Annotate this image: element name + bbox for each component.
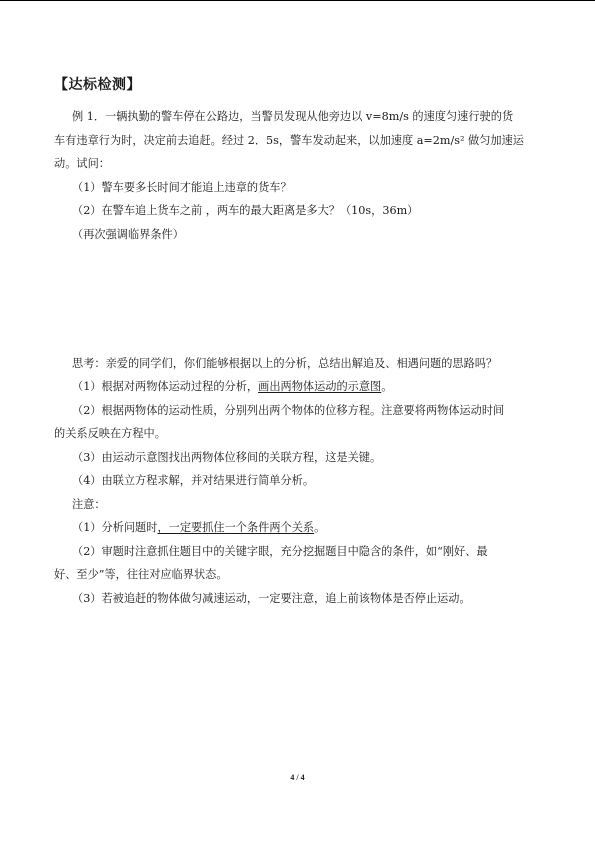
step-2-line-1: （2）根据两物体的运动性质，分别列出两个物体的位移方程。注意要将两物体运动时间 bbox=[72, 404, 505, 417]
step-1-suffix: 。 bbox=[381, 380, 393, 393]
question-1: （1）警车要多长时间才能追上违章的货车？ bbox=[72, 181, 292, 194]
note-1-suffix: 。 bbox=[314, 521, 326, 534]
section-heading: 【达标检测】 bbox=[54, 77, 141, 93]
step-1 bbox=[72, 380, 392, 394]
thinking-intro: 思考：亲爱的同学们，你们能够根据以上的分析，总结出解追及、相遇问题的思路吗？ bbox=[72, 357, 498, 370]
page-number: 4 / 4 bbox=[290, 773, 305, 782]
step-4: （4）由联立方程求解，并对结果进行简单分析。 bbox=[72, 474, 315, 487]
example-line-1: 例 1．一辆执勤的警车停在公路边，当警员发现从他旁边以 v=8m/s 的速度匀速行驶的货 bbox=[72, 110, 514, 123]
example-note: （再次强调临界条件） bbox=[72, 228, 184, 241]
note-1-prefix: （1）分析问题时 bbox=[72, 521, 158, 534]
example-line-3: 动。试问： bbox=[54, 157, 110, 170]
step-3: （3）由运动示意图找出两物体位移间的关联方程，这是关键。 bbox=[72, 451, 382, 464]
note-2-line-1: （2）审题时注意抓住题目中的关键字眼，充分挖掘题目中隐含的条件，如“刚好、最 bbox=[72, 545, 488, 558]
note-3: （3）若被追赶的物体做匀减速运动，一定要注意，追上前该物体是否停止运动。 bbox=[72, 592, 471, 605]
example-line-2: 车有违章行为时，决定前去追赶。经过 2．5s，警车发动起来，以加速度 a=2m/s² 做匀加速运 bbox=[54, 134, 524, 147]
note-1 bbox=[72, 521, 325, 535]
notes-label: 注意： bbox=[72, 498, 106, 511]
step-2-line-2: 的关系反映在方程中。 bbox=[54, 427, 166, 440]
step-1-underlined: 画出两物体运动的示意图 bbox=[258, 380, 382, 393]
question-2: （2）在警车追上货车之前 ，两车的最大距离是多大？（10s，36m） bbox=[72, 204, 419, 217]
note-1-underlined: ，一定要抓住一个条件两个关系 bbox=[157, 521, 315, 534]
note-2-line-2: 好、至少”等，往往对应临界状态。 bbox=[54, 568, 228, 581]
step-1-prefix: （1）根据对两物体运动过程的分析， bbox=[72, 380, 259, 393]
